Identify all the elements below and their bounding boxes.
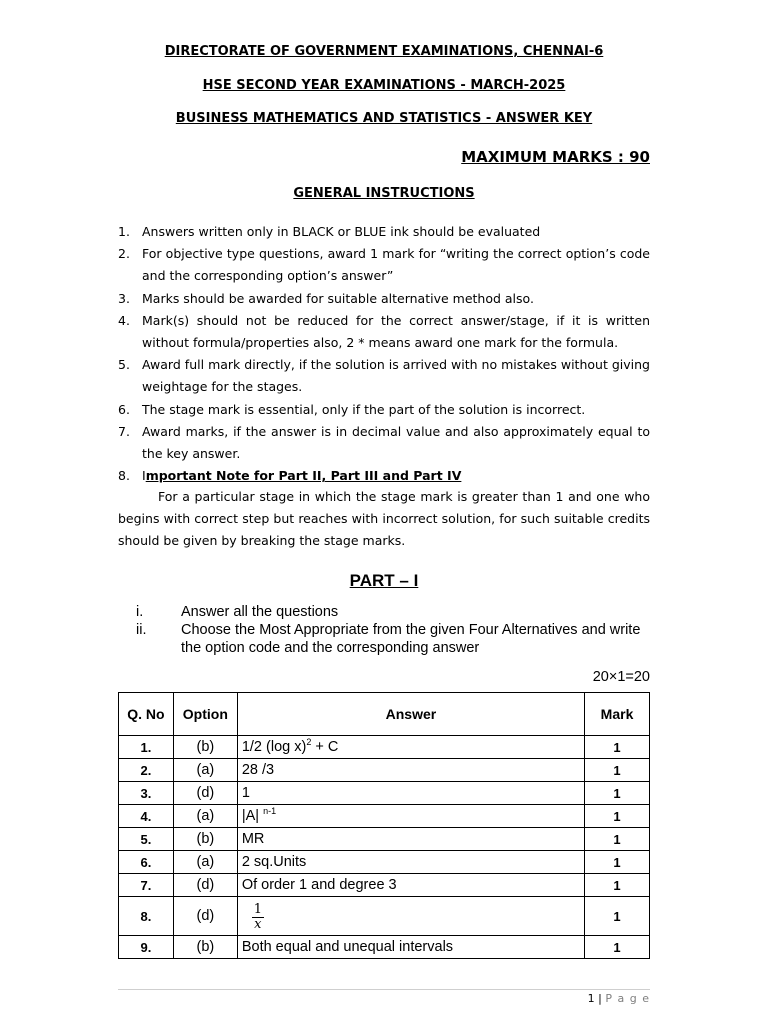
general-instructions-title: GENERAL INSTRUCTIONS (293, 186, 475, 201)
instruction-number: 6. (118, 401, 130, 417)
fraction (252, 903, 264, 932)
part-instruction-item (136, 603, 656, 621)
page-separator: | (594, 992, 606, 1005)
roman-numeral: i. (136, 604, 144, 620)
instruction-item (118, 310, 650, 354)
answer-cell: MR (237, 828, 584, 851)
question-number: 4. (119, 805, 174, 828)
header-subject: BUSINESS MATHEMATICS AND STATISTICS - ANSWER KEY (175, 111, 593, 126)
option-code: (b) (173, 736, 237, 759)
instruction-number: 1. (118, 224, 130, 239)
part-instruction-text: Answer all the questions (181, 604, 339, 620)
instruction-number: 4. (118, 312, 130, 328)
part-instructions (136, 603, 656, 657)
answer-text: 1/2 (log x) (241, 739, 307, 755)
option-code: (a) (173, 759, 237, 782)
answer-superscript: n-1 (263, 806, 277, 816)
answer-cell (237, 736, 584, 759)
instruction-number: 5. (118, 357, 130, 373)
header-answer: Answer (237, 693, 584, 736)
instruction-text: The stage mark is essential, only if the part of the solution is incorrect. (142, 401, 586, 417)
question-number: 6. (119, 851, 174, 874)
page-footer (588, 992, 650, 1005)
instruction-text: Award full mark directly, if the solution is arrived with no mistakes without giving weightage for the stages. (142, 357, 650, 395)
fraction-denominator: x (254, 916, 262, 932)
table-row (119, 936, 650, 959)
important-note-text: For a particular stage in which the stage mark is greater than 1 and one who begins with correct step but reaches with incorrect solution, for such suitable credits should be given by breaking the stage marks. (118, 489, 650, 549)
answer-cell: Of order 1 and degree 3 (237, 874, 584, 897)
instruction-text: Award marks, if the answer is in decimal value and also approximately equal to the key answer. (142, 423, 650, 462)
table-row (119, 805, 650, 828)
marks-summary: 20×1=20 (592, 669, 650, 685)
instruction-item (118, 243, 650, 287)
answer-cell: 2 sq.Units (237, 851, 584, 874)
mark-value: 1 (585, 828, 650, 851)
page-number: 1 (587, 992, 595, 1005)
footer-divider (118, 989, 650, 990)
answer-superscript: 2 (306, 737, 312, 747)
instruction-text: Answers written only in BLACK or BLUE ink should be evaluated (142, 224, 541, 239)
option-code: (d) (173, 874, 237, 897)
table-row (119, 874, 650, 897)
answer-key-table (118, 692, 650, 959)
question-number: 1. (119, 736, 174, 759)
instruction-number: 7. (118, 423, 130, 439)
instruction-item (118, 221, 650, 243)
option-code: (d) (173, 782, 237, 805)
instruction-item (118, 288, 650, 310)
header-mark: Mark (585, 693, 650, 736)
answer-cell (237, 805, 584, 828)
instruction-item (118, 399, 650, 421)
header-option: Option (173, 693, 237, 736)
table-row (119, 897, 650, 936)
option-code: (a) (173, 851, 237, 874)
question-number: 7. (119, 874, 174, 897)
mark-value: 1 (585, 759, 650, 782)
table-row (119, 736, 650, 759)
instruction-item (118, 354, 650, 398)
answer-cell: Both equal and unequal intervals (237, 936, 584, 959)
table-row (119, 782, 650, 805)
instruction-item (118, 421, 650, 465)
important-note-item (118, 465, 650, 487)
table-row (119, 828, 650, 851)
part-instruction-item (136, 621, 656, 657)
answer-text: |A| (241, 808, 264, 824)
mark-value: 1 (585, 874, 650, 897)
header-directorate: DIRECTORATE OF GOVERNMENT EXAMINATIONS, CHENNAI-6 (164, 44, 604, 59)
option-code: (d) (173, 897, 237, 936)
answer-cell (237, 897, 584, 936)
part-title: PART – I (349, 571, 419, 590)
question-number: 3. (119, 782, 174, 805)
question-number: 9. (119, 936, 174, 959)
roman-numeral: ii. (136, 622, 147, 638)
header-exam: HSE SECOND YEAR EXAMINATIONS - MARCH-2025 (202, 78, 566, 93)
mark-value: 1 (585, 782, 650, 805)
instructions-list (118, 221, 650, 487)
part-instruction-text: Choose the Most Appropriate from the given Four Alternatives and write the option code and the corresponding answer (181, 622, 641, 656)
question-number: 2. (119, 759, 174, 782)
fraction-numerator: 1 (253, 901, 262, 917)
instruction-number: 2. (118, 246, 130, 262)
option-code: (b) (173, 828, 237, 851)
table-row (119, 851, 650, 874)
page-label: P a g e (605, 992, 650, 1005)
maximum-marks: MAXIMUM MARKS : 90 (461, 148, 650, 166)
answer-cell: 28 /3 (237, 759, 584, 782)
instruction-text: Marks should be awarded for suitable alternative method also. (142, 290, 534, 306)
mark-value: 1 (585, 736, 650, 759)
answer-cell: 1 (237, 782, 584, 805)
instruction-text: For objective type questions, award 1 mark for “writing the correct option’s code and the corresponding option’s answer” (142, 246, 650, 284)
mark-value: 1 (585, 805, 650, 828)
mark-value: 1 (585, 897, 650, 936)
table-row (119, 759, 650, 782)
table-header-row (119, 693, 650, 736)
instruction-number: 8. (118, 468, 130, 484)
mark-value: 1 (585, 936, 650, 959)
important-note-prefix: I (142, 468, 146, 484)
important-note-heading: mportant Note for Part II, Part III and Part IV (145, 468, 462, 484)
mark-value: 1 (585, 851, 650, 874)
question-number: 8. (119, 897, 174, 936)
option-code: (a) (173, 805, 237, 828)
header-qno: Q. No (119, 693, 174, 736)
instruction-text: Mark(s) should not be reduced for the correct answer/stage, if it is written without formula/properties also, 2 * means award one mark for the formula. (142, 312, 650, 351)
answer-tail: + C (311, 739, 339, 755)
question-number: 5. (119, 828, 174, 851)
instruction-number: 3. (118, 290, 130, 306)
option-code: (b) (173, 936, 237, 959)
